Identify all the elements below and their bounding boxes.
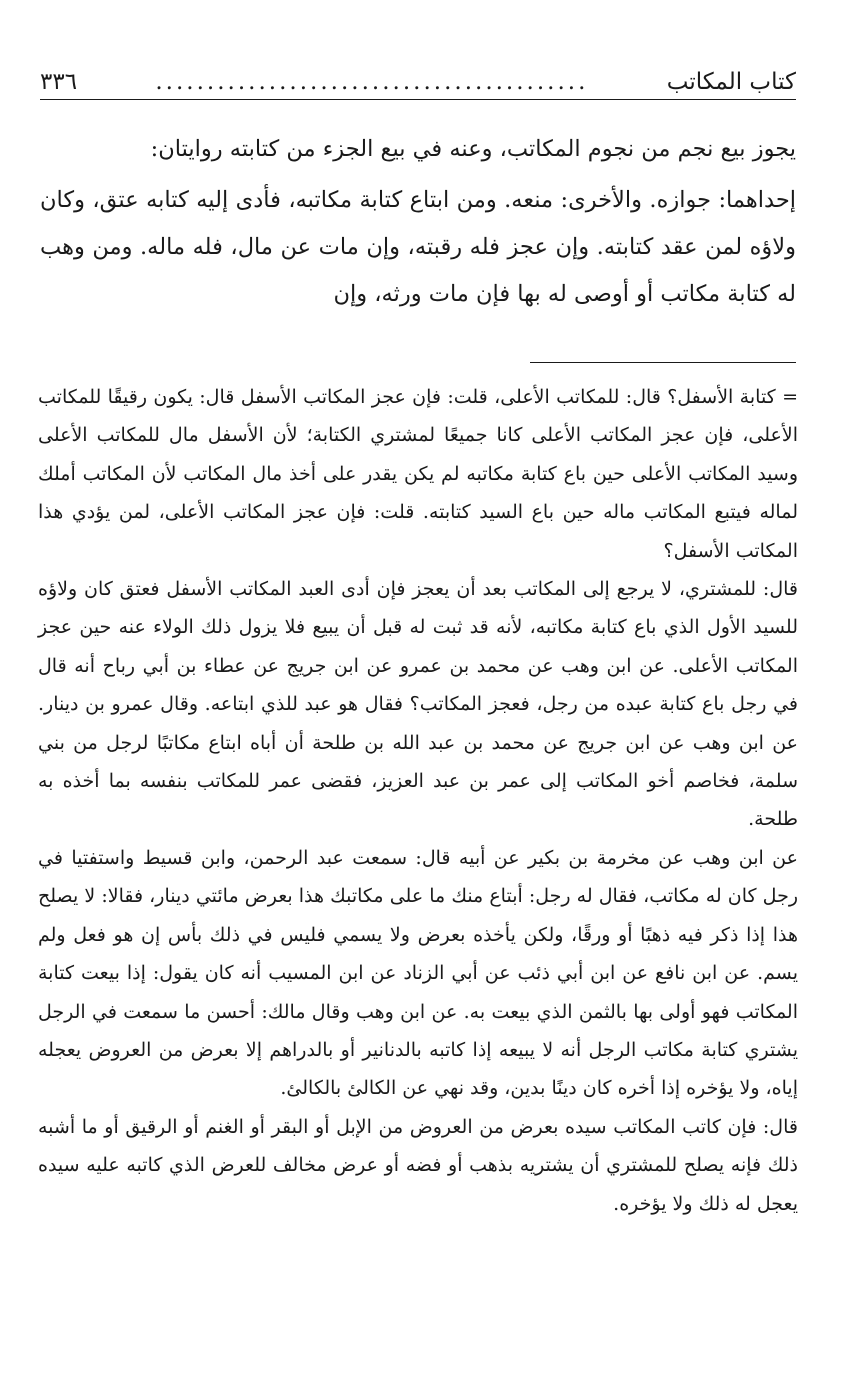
main-text bbox=[40, 126, 796, 318]
main-paragraph: يجوز بيع نجم من نجوم المكاتب، وعنه في بيع الجزء من كتابته روايتان: bbox=[150, 136, 796, 162]
footnote-paragraph: قال: فإن كاتب المكاتب سيده بعرض من العروض من الإبل أو البقر أو الغنم أو الرقيق أو ما أشبه ذلك فإنه يصلح للمشتري أن يشتريه بذهب أو فضه أو عرض مخالف للعرض الذي كاتبه عليه سيده يعجل له ذلك ولا يؤخره. bbox=[38, 1115, 798, 1215]
chapter-title: كتاب المكاتب bbox=[666, 69, 796, 95]
header-leader-dots: .......................................... bbox=[155, 69, 589, 95]
footnotes bbox=[38, 378, 798, 1223]
footnote-paragraph: عن ابن وهب عن مخرمة بن بكير عن أبيه قال: سمعت عبد الرحمن، وابن قسيط واستفتيا في رجل كان له مكاتب، فقال له رجل: أبتاع منك ما على مكاتبك هذا بعرض مائتي دينار، فقالا: لا يصلح هذا إذا ذكر فيه ذهبًا أو ورقًا، ولكن يأخذه بعرض ولا يسمي فليس في ذلك بأس إن هو فعل ولم يسم. عن ابن نافع عن ابن أبي ذئب عن أبي الزناد عن ابن المسيب أنه كان يقول: إذا بيعت كتابة المكاتب فهو أولى بها بالثمن الذي بيعت به. عن ابن وهب وقال مالك: أحسن ما سمعت في الرجل يشتري كتابة مكاتب الرجل أنه لا يبيعه إذا كاتبه بالدنانير أو بالدراهم إلا بعرض من العروض يعجله إياه، ولا يؤخره إذا أخره كان دينًا بدين، وقد نهي عن الكالئ بالكالئ. bbox=[38, 846, 798, 1100]
running-header bbox=[40, 64, 796, 100]
main-paragraph: إحداهما: جوازه. والأخرى: منعه. ومن ابتاع كتابة مكاتبه، فأدى إليه كتابه عتق، وكان ولاؤه لمن عقد كتابته. وإن عجز فله رقبته، وإن مات عن مال، فله ماله. ومن وهب له كتابة مكاتب أو أوصى له بها فإن مات ورثه، وإن bbox=[40, 187, 796, 307]
footnote-paragraph: قال: للمشتري، لا يرجع إلى المكاتب بعد أن يعجز فإن أدى العبد المكاتب الأسفل فعتق كان ولاؤه للسيد الأول الذي باع كتابة مكاتبه، لأنه قد ثبت له قبل أن يبيع فلا يزول ذلك الولاء عنه حين عجز المكاتب الأعلى. عن ابن وهب عن محمد بن عمرو عن ابن جريج عن عطاء بن أبي رباح أنه قال في رجل باع كتابة عبده من رجل، فعجز المكاتب؟ فقال هو عبد للذي ابتاعه. وقال عمرو بن دينار. عن ابن وهب عن ابن جريج عن محمد بن عبد الله بن طلحة أن أباه ابتاع مكاتبًا لرجل من بني سلمة، فخاصم أخو المكاتب إلى عمر بن عبد العزيز، فقضى عمر للمكاتب بنفسه بما أخذه به طلحة. bbox=[38, 578, 798, 831]
page-number: ٣٣٦ bbox=[40, 69, 78, 95]
footnote-divider bbox=[530, 362, 796, 363]
footnote-paragraph: = كتابة الأسفل؟ قال: للمكاتب الأعلى، قلت: فإن عجز المكاتب الأسفل قال: يكون رقيقًا للمكاتب الأعلى، فإن عجز المكاتب الأعلى كانا جميعًا لمشتري الكتابة؛ لأن الأسفل مال للمكاتب الأعلى وسيد المكاتب الأعلى حين باع كتابة مكاتبه لم يكن يقدر على أخذ مال المكاتب لأن المكاتب أملك لماله فيتبع المكاتب ماله حين باع السيد كتابته. قلت: فإن عجز المكاتب الأعلى، لمن يؤدي هذا المكاتب الأسفل؟ bbox=[38, 386, 798, 562]
